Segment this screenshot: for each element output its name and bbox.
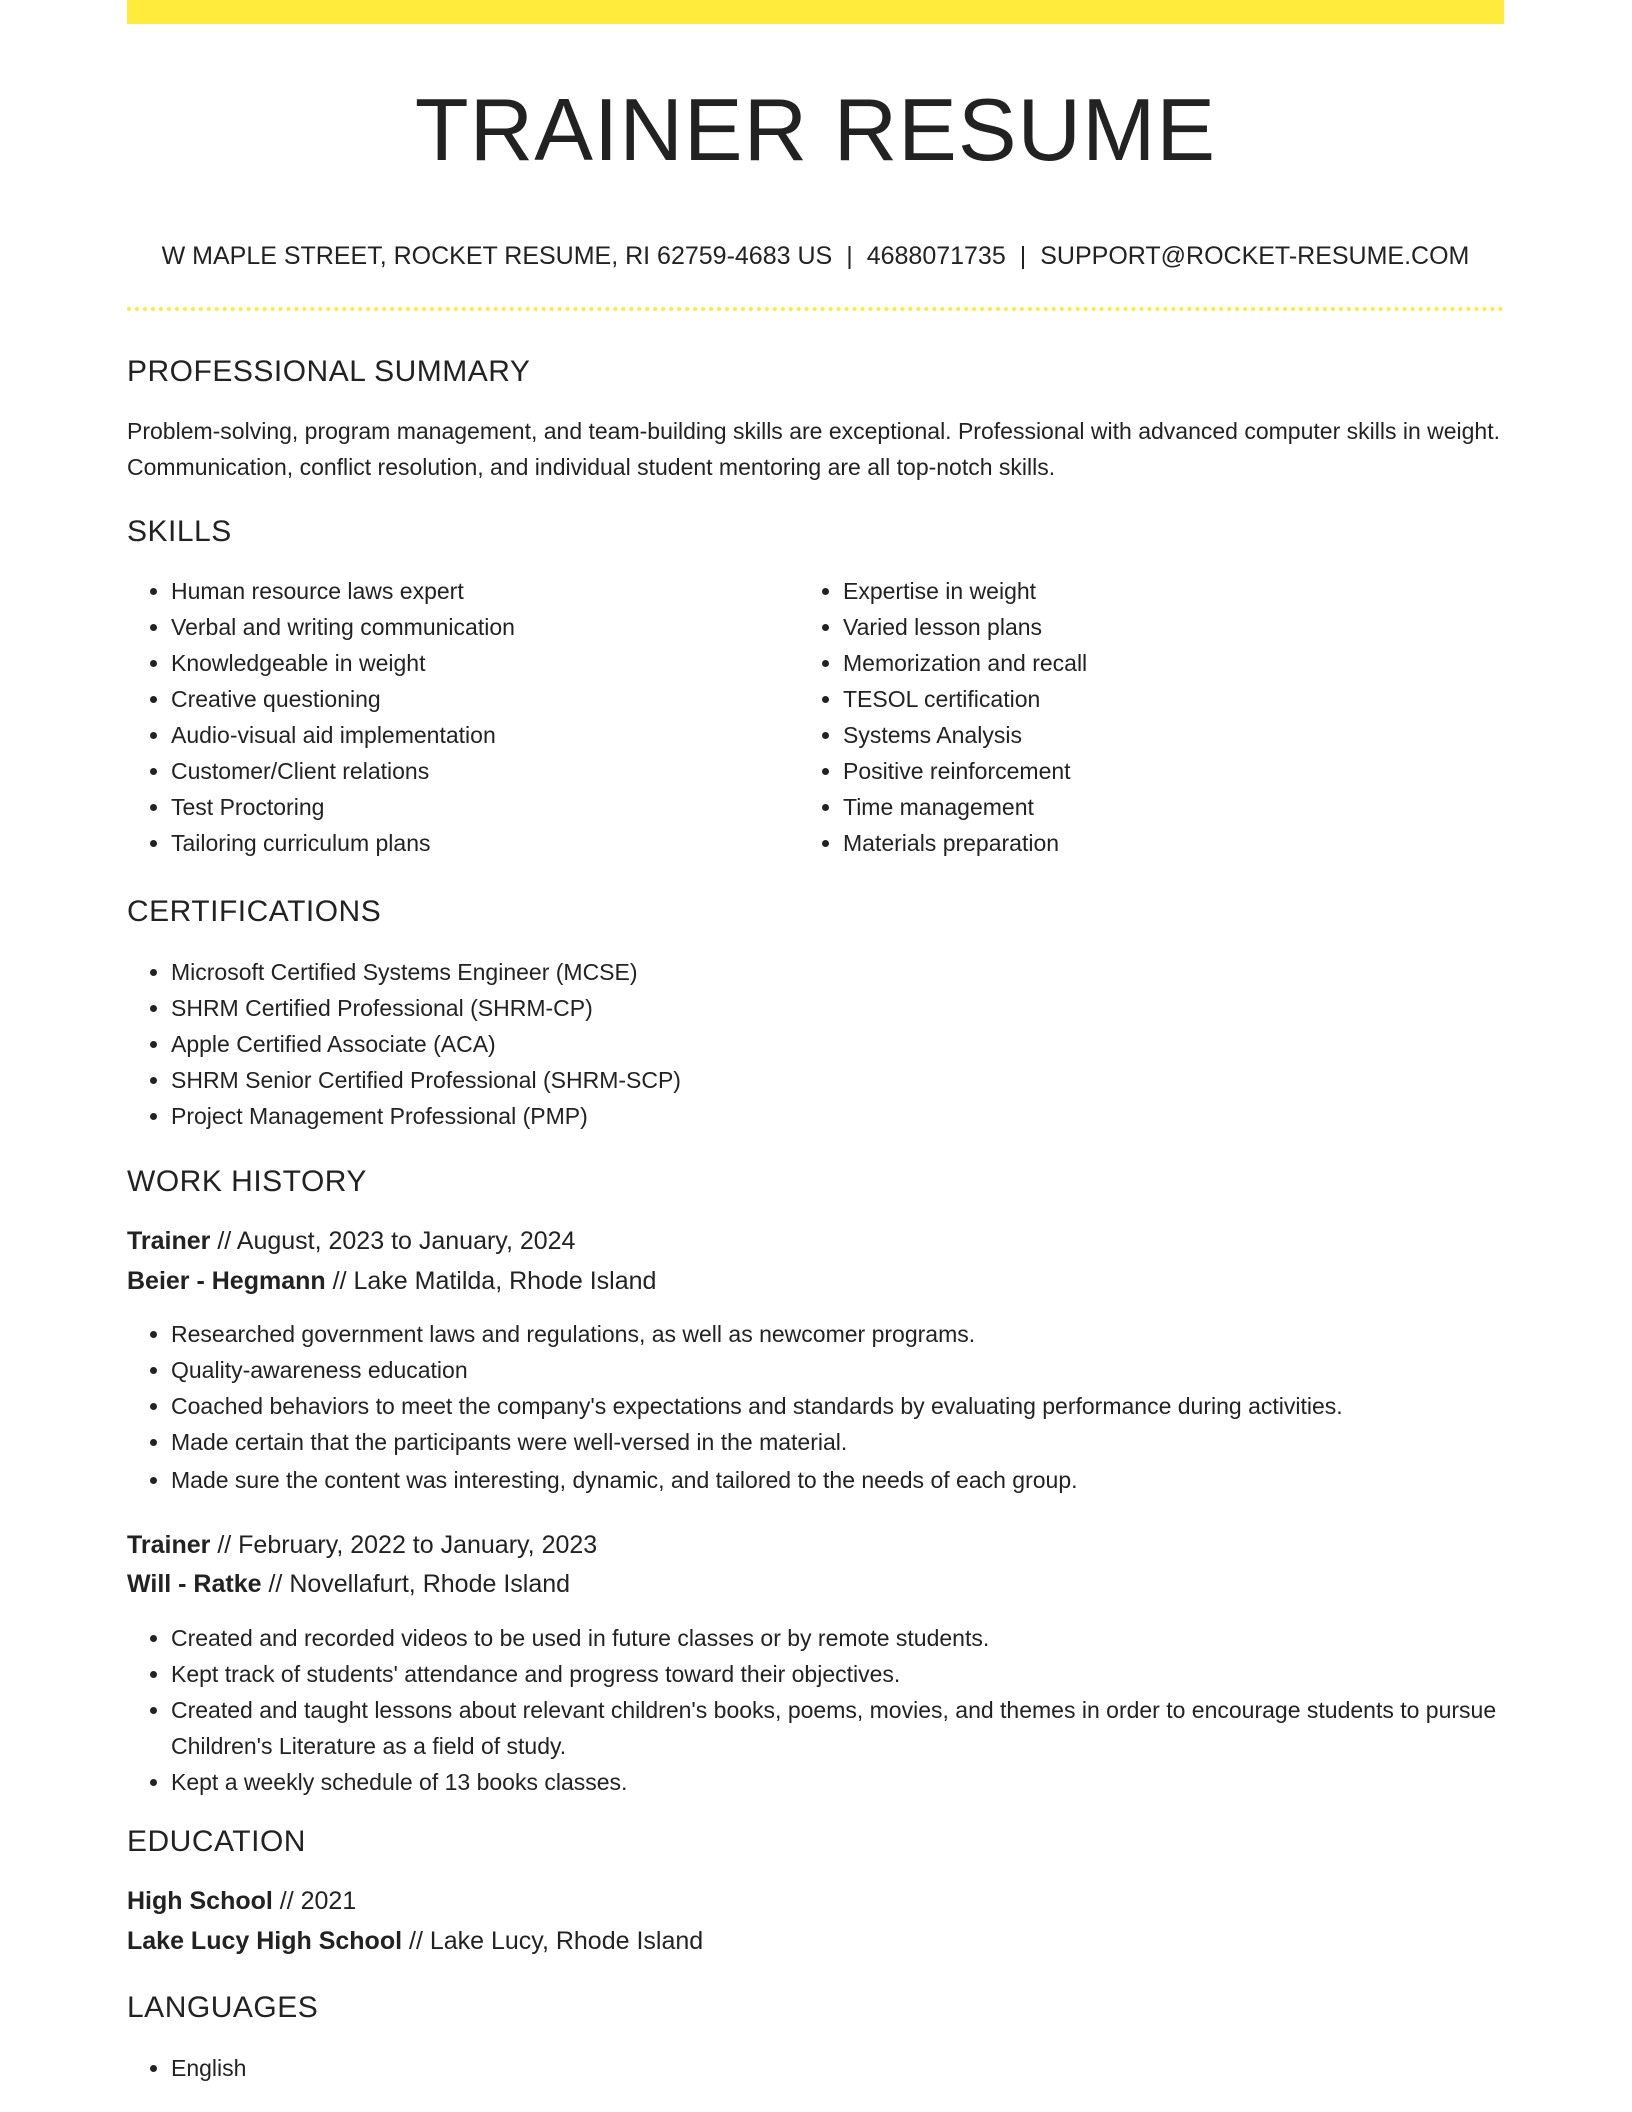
skill-item: • Materials preparation <box>843 825 1503 861</box>
contact-separator: | <box>846 242 853 270</box>
education-location: // Lake Lucy, Rhode Island <box>402 1927 704 1955</box>
job-2-company: Will - Ratke <box>127 1570 262 1598</box>
duty-item: • Coached behaviors to meet the company's expectations and standards by evaluating performance during activities. <box>171 1388 1548 1424</box>
education-school-line <box>127 1922 703 1960</box>
summary-heading: PROFESSIONAL SUMMARY <box>127 355 531 388</box>
skill-item: • Customer/Client relations <box>171 753 801 789</box>
skill-item: • Expertise in weight <box>843 573 1503 609</box>
job-1-company-line <box>127 1262 656 1300</box>
duty-item: • Kept a weekly schedule of 13 books classes. <box>171 1764 1511 1800</box>
job-1-dates: // August, 2023 to January, 2024 <box>210 1227 576 1255</box>
certification-item: • Microsoft Certified Systems Engineer (MCSE) <box>171 954 1471 990</box>
duty-item: • Researched government laws and regulations, as well as newcomer programs. <box>171 1316 1548 1352</box>
skills-list-left <box>127 573 801 861</box>
duty-item: • Quality-awareness education <box>171 1352 1548 1388</box>
job-1-title-line <box>127 1222 575 1260</box>
language-item: • English <box>171 2050 771 2086</box>
skills-heading: SKILLS <box>127 515 232 548</box>
work-history-heading: WORK HISTORY <box>127 1165 367 1198</box>
duty-item: • Made sure the content was interesting, dynamic, and tailored to the needs of each group. <box>171 1462 1548 1498</box>
education-heading: EDUCATION <box>127 1825 306 1858</box>
certification-item: • SHRM Certified Professional (SHRM-CP) <box>171 990 1471 1026</box>
skill-item: • TESOL certification <box>843 681 1503 717</box>
duty-item: • Kept track of students' attendance and progress toward their objectives. <box>171 1656 1511 1692</box>
skill-item: • Verbal and writing communication <box>171 609 801 645</box>
contact-separator: | <box>1019 242 1027 270</box>
languages-heading: LANGUAGES <box>127 1991 319 2024</box>
skill-item: • Human resource laws expert <box>171 573 801 609</box>
education-degree-line <box>127 1882 356 1920</box>
job-1-role: Trainer <box>127 1227 211 1255</box>
job-2-duties <box>127 1620 1511 1800</box>
job-2-title-line <box>127 1526 597 1564</box>
duty-item: • Made certain that the participants were well-versed in the material. <box>171 1424 1548 1460</box>
skills-list-right <box>799 573 1503 861</box>
contact-line <box>127 238 1504 274</box>
skill-item: • Knowledgeable in weight <box>171 645 801 681</box>
education-school: Lake Lucy High School <box>127 1927 403 1955</box>
contact-phone: 4688071735 <box>866 242 1006 270</box>
contact-email: SUPPORT@ROCKET-RESUME.COM <box>1040 242 1470 270</box>
skill-item: • Memorization and recall <box>843 645 1503 681</box>
job-1-location: // Lake Matilda, Rhode Island <box>325 1267 657 1295</box>
duty-item: • Created and recorded videos to be used in future classes or by remote students. <box>171 1620 1511 1656</box>
skill-item: • Time management <box>843 789 1503 825</box>
education-year: // 2021 <box>272 1887 357 1915</box>
resume-title: TRAINER RESUME <box>414 80 1217 179</box>
certification-item: • Apple Certified Associate (ACA) <box>171 1026 1471 1062</box>
duty-item: • Created and taught lessons about relevant children's books, poems, movies, and themes in order to encourage students to pursue Children's Literature as a field of study. <box>171 1692 1511 1764</box>
accent-top-bar <box>127 0 1504 24</box>
job-2-location: // Novellafurt, Rhode Island <box>261 1570 571 1598</box>
job-1-company: Beier - Hegmann <box>127 1267 326 1295</box>
job-2-dates: // February, 2022 to January, 2023 <box>210 1531 598 1559</box>
skill-item: • Varied lesson plans <box>843 609 1503 645</box>
skill-item: • Systems Analysis <box>843 717 1503 753</box>
summary-text: Problem-solving, program management, and team-building skills are exceptional. Professional with advanced computer skills in weight. Communication, conflict resolution, and individual student mentoring are all top-notch skills. <box>127 418 1501 480</box>
certification-item: • SHRM Senior Certified Professional (SHRM-SCP) <box>171 1062 1471 1098</box>
skill-item: • Audio-visual aid implementation <box>171 717 801 753</box>
education-degree: High School <box>127 1887 273 1915</box>
skill-item: • Creative questioning <box>171 681 801 717</box>
languages-list <box>127 2050 771 2086</box>
certifications-heading: CERTIFICATIONS <box>127 895 382 928</box>
skill-item: • Tailoring curriculum plans <box>171 825 801 861</box>
job-1-duties <box>127 1316 1548 1498</box>
job-2-role: Trainer <box>127 1531 211 1559</box>
certifications-list <box>127 954 1471 1134</box>
certification-item: • Project Management Professional (PMP) <box>171 1098 1471 1134</box>
dotted-divider <box>127 307 1504 311</box>
job-2-company-line <box>127 1565 570 1603</box>
skill-item: • Test Proctoring <box>171 789 801 825</box>
contact-address: W MAPLE STREET, ROCKET RESUME, RI 62759-4683 US <box>161 242 833 270</box>
skill-item: • Positive reinforcement <box>843 753 1503 789</box>
